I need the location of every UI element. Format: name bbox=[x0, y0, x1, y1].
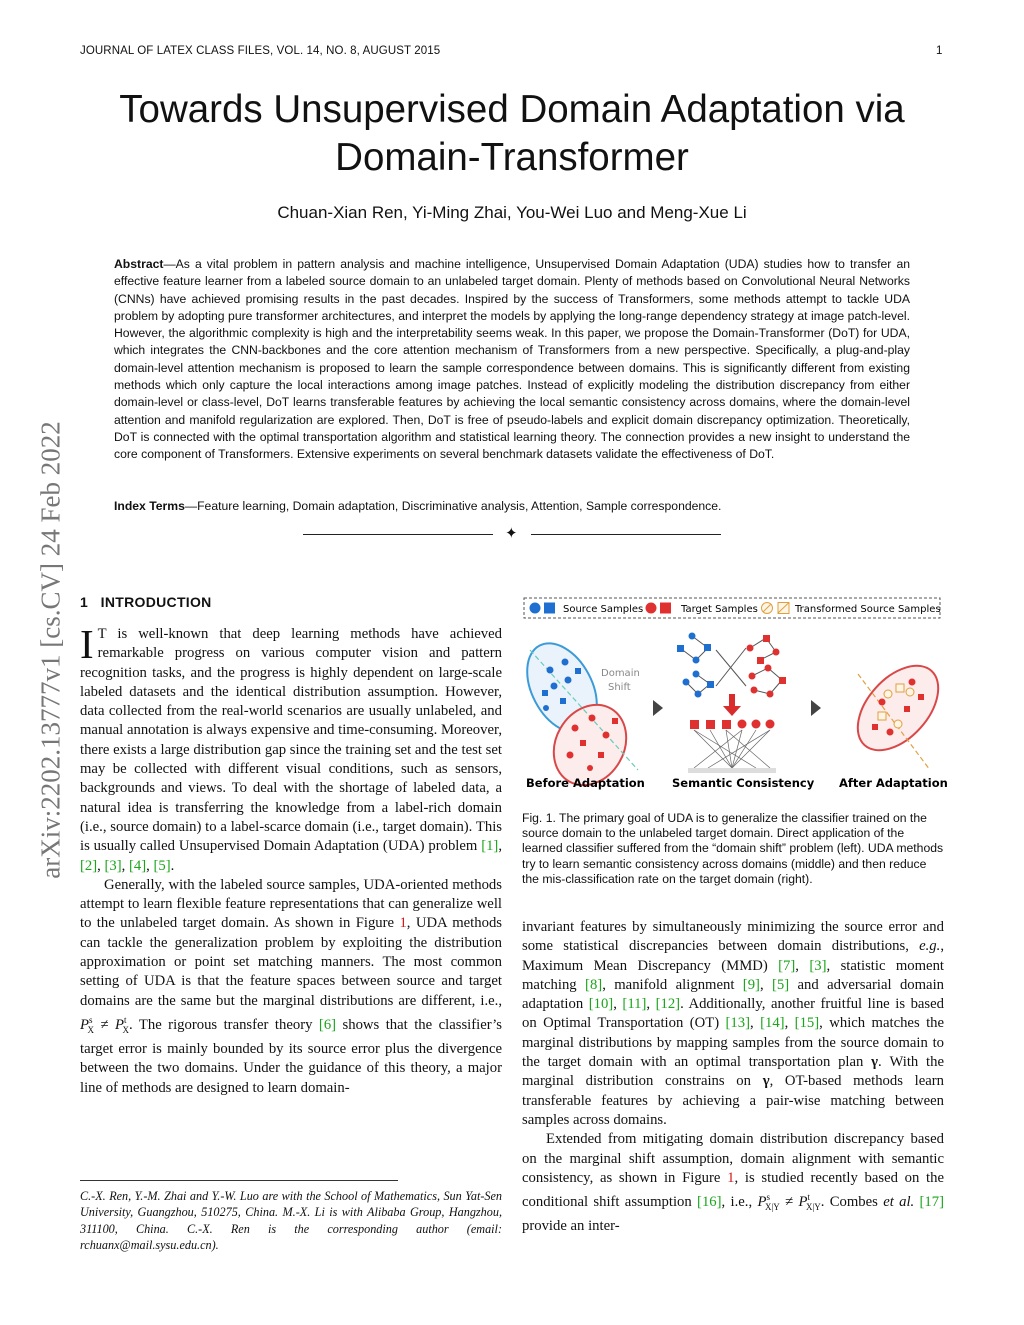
panel-semantic bbox=[672, 633, 815, 791]
paragraph-4: Extended from mitigating domain distribution discrepancy based on the marginal shift assumption, domain alignment with semantic consistency, as shown in Figure 1, is studied recently based on the conditional shift assumption [16], i.e., $P^s_{X|Y} \ne P^t_{X|Y}$. Combes et al. [17] provide an inter- bbox=[522, 1131, 945, 1235]
citation-link[interactable]: [1] bbox=[481, 838, 499, 855]
index-terms-label: Index Terms bbox=[114, 499, 185, 513]
paragraph-2: Generally, with the labeled source samples, UDA-oriented methods attempt to learn flexible feature representations that can generalize well to the unlabeled target domain. As shown in Figure 1, UDA methods can tackle the generalization problem by exploiting the distribution approximation or point set matching manners. The most common setting of UDA is that the feature spaces between source and target domains are the same but the marginal distributions are different, i.e., $P^s_X \ne P^t_X$. The rigorous transfer theory [6] shows that the classifier’s target error is mainly bounded by its source error plus the divergence between the two domains. Under the guidance of this theory, a major line of methods are designed to learn domain- bbox=[80, 876, 502, 1096]
paragraph-1: I T is well-known that deep learning methods have achieved remarkable progress on various computer vision and pattern recognition tasks, and the progress is highly dependent on large-scale labeled datasets and the identical distribution assumption. However, data collected from the real-world scenarios are usually unlabeled, and manual annotation is always expensive and time-consuming. Moreover, there exists a large distribution gap since the training set and the test set may be collected with different visual conditions, such as sensors, backgrounds and views. To deal with the shortage of labeled data, a natural idea is transferring the knowledge from a label-rich domain (i.e., source domain) to a label-scarce domain (i.e., target domain). This is usually called Unsupervised Domain Adaptation (UDA) problem [1], [2], [3], [4], [5]. bbox=[80, 621, 502, 874]
separator-diamond-icon: ✦ bbox=[505, 526, 518, 542]
index-terms-text: —Feature learning, Domain adaptation, Discriminative analysis, Attention, Sample correspondence. bbox=[184, 499, 722, 513]
legend-source: Source Samples bbox=[563, 604, 644, 615]
arrow-icon bbox=[811, 700, 821, 716]
paper-title bbox=[60, 86, 964, 182]
citation-link[interactable]: [10] bbox=[588, 996, 614, 1013]
citation-link[interactable]: [16] bbox=[697, 1194, 722, 1211]
figure-link[interactable]: 1 bbox=[399, 915, 407, 932]
citation-link[interactable]: [2] bbox=[80, 857, 98, 874]
arrow-icon bbox=[653, 700, 663, 716]
legend-target: Target Samples bbox=[681, 604, 758, 615]
title-line-2: Domain-Transformer bbox=[335, 136, 689, 179]
abstract-label: Abstract bbox=[114, 257, 164, 271]
figure-link[interactable]: 1 bbox=[727, 1169, 735, 1186]
index-terms bbox=[114, 499, 910, 513]
section-title: INTRODUCTION bbox=[100, 594, 212, 610]
citation-link[interactable]: [12] bbox=[655, 996, 681, 1013]
citation-link[interactable]: [13] bbox=[725, 1015, 750, 1032]
citation-link[interactable]: [14] bbox=[760, 1015, 785, 1032]
target-legend-marker bbox=[646, 603, 657, 614]
citation-link[interactable]: [17] bbox=[919, 1194, 945, 1211]
domain-shift-label-2: Shift bbox=[608, 682, 631, 693]
drop-cap: I bbox=[80, 621, 94, 667]
author-list: Chuan-Xian Ren, Yi-Ming Zhai, You-Wei Luo and Meng-Xue Li bbox=[277, 203, 747, 222]
citation-link[interactable]: [5] bbox=[153, 857, 171, 874]
figure-caption: Fig. 1. The primary goal of UDA is to generalize the classifier trained on the source domain to the unlabeled target domain. Direct application of the learned classifier suffered from the “domain shift” problem (left). UDA methods try to learn semantic consistency across domains (middle) and then reduce the mis-classification rate on the target domain (right). bbox=[522, 811, 944, 886]
footnote: C.-X. Ren, Y.-M. Zhai and Y.-W. Luo are with the School of Mathematics, Sun Yat-Sen University, Guangzhou, 510275, China. M.-X. Li is with Alibaba Group, Hangzhou, 311100, China. C.-X. Ren is the corresponding author (email: rchuanx@mail.sysu.edu.cn). bbox=[80, 1189, 502, 1253]
footnote-rule bbox=[80, 1180, 398, 1181]
citation-link[interactable]: [7] bbox=[778, 957, 796, 974]
panel-label-semantic: Semantic Consistency bbox=[672, 776, 815, 790]
citation-link[interactable]: [11] bbox=[622, 996, 647, 1013]
page-number: 1 bbox=[936, 45, 943, 57]
citation-link[interactable]: [4] bbox=[128, 857, 147, 874]
domain-shift-label-1: Domain bbox=[601, 668, 640, 679]
panel-after bbox=[839, 651, 948, 790]
legend-transformed: Transformed Source Samples bbox=[795, 604, 941, 615]
citation-link[interactable]: [15] bbox=[794, 1015, 820, 1032]
left-column bbox=[80, 621, 502, 1098]
figure-1 bbox=[520, 590, 948, 798]
citation-link[interactable]: [9] bbox=[742, 976, 760, 993]
citation-link[interactable]: [3] bbox=[809, 957, 827, 974]
citation-link[interactable]: [5] bbox=[772, 976, 790, 993]
citation-link[interactable]: [6] bbox=[318, 1016, 337, 1033]
panel-label-after: After Adaptation bbox=[839, 776, 948, 790]
paragraph-3: invariant features by simultaneously minimizing the source error and some statistical discrepancies between domain distributions, e.g., Maximum Mean Discrepancy (MMD) [7], [3], statistic moment matching [8], manifold alignment [9], [5] and adversarial domain adaptation [10], [11], [12]. Additionally, another fruitful line is based on Optimal Transportation (OT) [13], [14], [15], which matches the marginal distributions by mapping samples from the source domain to the target domain with an optimal transportation plan γ. With the marginal distribution constrains on γ, OT-based methods learn transferable features by achieving a pair-wise matching between samples across domains. bbox=[522, 919, 945, 1128]
abstract-text: —As a vital problem in pattern analysis and machine intelligence, Unsupervised Domain Adaptation (UDA) studies how to transfer an effective feature learner from a labeled source domain to an unlabeled target domain. Plenty of methods based on Convolutional Neural Networks (CNNs) have achieved promising results in the past decades. Inspired by the success of Transformers, some methods attempt to tackle UDA problem by adopting pure transformer architectures, and interpret the models by applying the long-range dependency strategy at image patch-level. However, the algorithmic complexity is high and the interpretability seems weak. In this paper, we propose the Domain-Transformer (DoT) for UDA, which integrates the CNN-backbones and the core attention mechanism of Transformers from a new perspective. Specifically, a plug-and-play domain-level attention mechanism is proposed to learn the sample correspondence between domains. This is significantly different from existing methods which only capture the local interactions among image patches. Instead of explicitly modeling the distribution discrepancy from either domain-level or class-level, DoT learns transferable features by achieving the local semantic consistency across domains, where the domain-level attention and manifold regularization are explored. Then, DoT is free of pseudo-labels and explicit domain discrepancy optimization. Theoretically, DoT is connected with the optimal transportation algorithm and statistical learning theory. The connection provides a new insight to understand the core component of Transformers. Extensive experiments on several benchmark datasets validate the effectiveness of DoT. bbox=[114, 257, 910, 462]
citation-link[interactable]: [3] bbox=[104, 857, 122, 874]
citation-link[interactable]: [8] bbox=[585, 976, 603, 993]
separator-left bbox=[303, 534, 493, 535]
arxiv-stamp: arXiv:2202.13777v1 [cs.CV] 24 Feb 2022 bbox=[35, 421, 66, 879]
panel-before bbox=[520, 632, 645, 798]
abstract bbox=[114, 256, 910, 464]
panel-label-before: Before Adaptation bbox=[526, 776, 645, 790]
right-column bbox=[522, 918, 944, 1237]
section-heading: 1 INTRODUCTION bbox=[80, 594, 212, 610]
source-legend-marker bbox=[530, 603, 541, 614]
title-line-1: Towards Unsupervised Domain Adaptation via bbox=[119, 88, 905, 131]
separator-right bbox=[531, 534, 721, 535]
running-header: JOURNAL OF LATEX CLASS FILES, VOL. 14, NO. 8, AUGUST 2015 bbox=[80, 45, 441, 57]
